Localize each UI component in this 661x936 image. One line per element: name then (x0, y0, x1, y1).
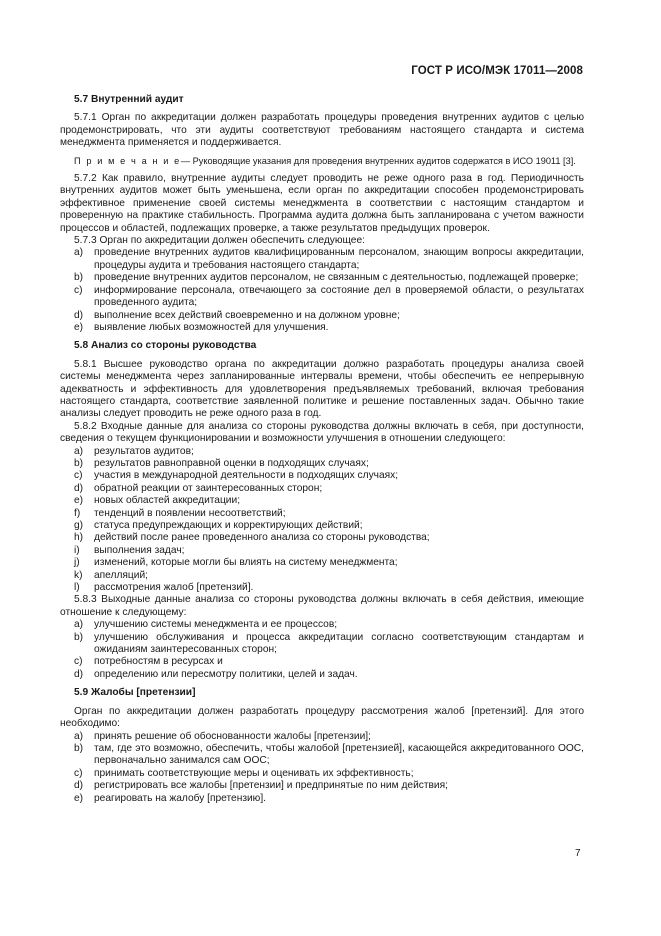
document-body (60, 94, 584, 805)
list-item-text: выявление любых возможностей для улучшения. (94, 321, 329, 333)
list-item-text: выполнения задач; (94, 544, 185, 556)
paragraph-5-7-1: 5.7.1 Орган по аккредитации должен разработать процедуры проведения внутренних аудитов с целью продемонстрировать, что эти аудиты соответствуют требованиям настоящего стандарта и система менеджмента применяется и поддерживается. (60, 112, 584, 149)
list-item (60, 743, 584, 768)
list-item (60, 483, 584, 495)
list-item (60, 582, 584, 594)
list-item (60, 285, 584, 310)
list-item-text: принять решение об обоснованности жалобы [претензии]; (94, 730, 371, 742)
list-item (60, 768, 584, 780)
list-item-text: улучшению обслуживания и процесса аккредитации согласно соответствующим стандартам и ожиданиям заинтересованных сторон; (94, 631, 584, 656)
list-item (60, 632, 584, 657)
list-marker: j) (74, 557, 80, 569)
list-item (60, 322, 584, 334)
list-item (60, 557, 584, 569)
list-marker: c) (74, 284, 83, 296)
list-marker: a) (74, 730, 84, 742)
list-item-text: определению или пересмотру политики, целей и задач. (94, 668, 358, 680)
list-marker: b) (74, 272, 84, 284)
list-marker: d) (74, 482, 84, 494)
list-item-text: обратной реакции от заинтересованных сторон; (94, 482, 323, 494)
list-item (60, 446, 584, 458)
list-marker: a) (74, 445, 84, 457)
list-item-text: результатов равноправной оценки в подходящих случаях; (94, 457, 369, 469)
list-5-7-3 (60, 247, 584, 334)
section-heading-5-7: 5.7 Внутренний аудит (74, 94, 184, 105)
list-5-9 (60, 731, 584, 805)
list-marker: e) (74, 792, 84, 804)
page-number: 7 (575, 848, 581, 859)
note (60, 156, 584, 167)
list-5-8-3 (60, 619, 584, 681)
list-marker: i) (74, 544, 80, 556)
list-marker: a) (74, 247, 84, 259)
list-item-text: проведение внутренних аудитов персоналом, не связанным с деятельностью, подлежащей проверке; (94, 272, 579, 284)
list-item (60, 780, 584, 792)
list-item-text: улучшению системы менеджмента и ее процессов; (94, 619, 338, 631)
list-item-text: регистрировать все жалобы [претензии] и предпринятые по ним действия; (94, 780, 448, 792)
list-item-text: потребностям в ресурсах и (94, 656, 223, 668)
list-item (60, 669, 584, 681)
list-item-text: реагировать на жалобу [претензию]. (94, 792, 266, 804)
list-item-text: участия в международной деятельности в подходящих случаях; (94, 470, 399, 482)
list-item-text: там, где это возможно, обеспечить, чтобы жалобой [претензией], касающейся аккредитованного ООС, первоначально занимался сам ООС; (94, 742, 584, 767)
paragraph-5-7-2: 5.7.2 Как правило, внутренние аудиты следует проводить не реже одного раза в год. Периодичность внутренних аудитов может быть уменьшена, если орган по аккредитации способен продемонстрировать эффективное применение своей системы менеджмента в соответствии с настоящим стандартом и проверенную на практике стабильность. Программа аудита должна быть запланирована с учетом важности процессов и областей, подлежащих проверке, а также результатов предыдущих проверок. (60, 173, 584, 234)
list-item (60, 495, 584, 507)
paragraph-5-9: Орган по аккредитации должен разработать процедуру рассмотрения жалоб [претензий]. Для этого необходимо: (60, 705, 584, 730)
note-label: П р и м е ч а н и е (74, 155, 181, 166)
list-item (60, 570, 584, 582)
list-item-text: выполнение всех действий своевременно и на должном уровне; (94, 309, 400, 321)
list-item-text: проведение внутренних аудитов квалифицированным персоналом, знающим вопросы аккредитации, процедуры аудита и требования настоящего стандарта; (94, 247, 584, 271)
list-marker: b) (74, 742, 84, 754)
list-marker: e) (74, 321, 84, 333)
list-marker: c) (74, 656, 83, 668)
list-marker: g) (74, 520, 84, 531)
list-item (60, 458, 584, 470)
paragraph-5-8-1: 5.8.1 Высшее руководство органа по аккредитации должно разработать процедуры анализа своей системы менеджмента через запланированные интервалы времени, чтобы обеспечить ее непрерывную адекватность и эффективность для удовлетворения предъявляемых требований, включая требования настоящего стандарта, соответствие заявленной политике и решение поставленных задач. Обычно такие анализы следует проводить не реже одного раза в год. (60, 358, 584, 420)
list-5-8-2 (60, 446, 584, 595)
list-item (60, 247, 584, 272)
list-item (60, 520, 584, 532)
list-item (60, 272, 584, 284)
list-item (60, 793, 584, 805)
list-marker: a) (74, 619, 84, 631)
paragraph-5-8-3: 5.8.3 Выходные данные анализа со стороны руководства должны включать в себя действия, имеющие отношение к следующему: (60, 594, 584, 618)
list-marker: k) (74, 569, 83, 581)
document-header: ГОСТ Р ИСО/МЭК 17011—2008 (411, 65, 583, 77)
list-marker: h) (74, 532, 84, 544)
list-item (60, 310, 584, 322)
list-item-text: тенденций в появлении несоответствий; (94, 507, 286, 519)
list-item-text: изменений, которые могли бы влиять на систему менеджмента; (94, 557, 398, 569)
list-marker: c) (74, 470, 83, 482)
list-item (60, 470, 584, 482)
section-heading-5-8: 5.8 Анализ со стороны руководства (74, 340, 257, 352)
list-marker: f) (74, 507, 81, 519)
list-item-text: результатов аудитов; (94, 445, 194, 457)
paragraph-5-7-3: 5.7.3 Орган по аккредитации должен обеспечить следующее: (74, 235, 365, 247)
list-marker: c) (74, 767, 83, 779)
list-item-text: информирование персонала, отвечающего за состояние дел в проверяемой области, о результатах проведенного аудита; (94, 284, 584, 309)
list-item (60, 508, 584, 520)
list-item-text: действий после ранее проведенного анализа со стороны руководства; (94, 532, 430, 544)
list-item-text: новых областей аккредитации; (94, 495, 241, 507)
list-item (60, 545, 584, 557)
list-item (60, 532, 584, 544)
list-marker: b) (74, 631, 84, 643)
note-text: — Руководящие указания для проведения внутренних аудитов содержатся в ИСО 19011 [3]. (180, 155, 576, 166)
list-marker: d) (74, 780, 84, 792)
list-item-text: статуса предупреждающих и корректирующих действий; (94, 520, 363, 531)
list-item (60, 656, 584, 668)
list-item (60, 731, 584, 743)
list-marker: d) (74, 668, 84, 680)
paragraph-5-8-2: 5.8.2 Входные данные для анализа со стороны руководства должны включать в себя, при доступности, сведения о текущем функционировании и возможности улучшения в отношении следующего: (60, 420, 584, 445)
section-heading-5-9: 5.9 Жалобы [претензии] (74, 687, 196, 699)
list-item-text: принимать соответствующие меры и оценивать их эффективность; (94, 767, 414, 779)
list-item-text: рассмотрения жалоб [претензий]. (94, 582, 254, 594)
list-marker: d) (74, 309, 84, 321)
list-marker: l) (74, 582, 80, 594)
list-marker: e) (74, 495, 84, 507)
list-item-text: апелляций; (94, 569, 148, 581)
list-item (60, 619, 584, 631)
list-marker: b) (74, 457, 84, 469)
